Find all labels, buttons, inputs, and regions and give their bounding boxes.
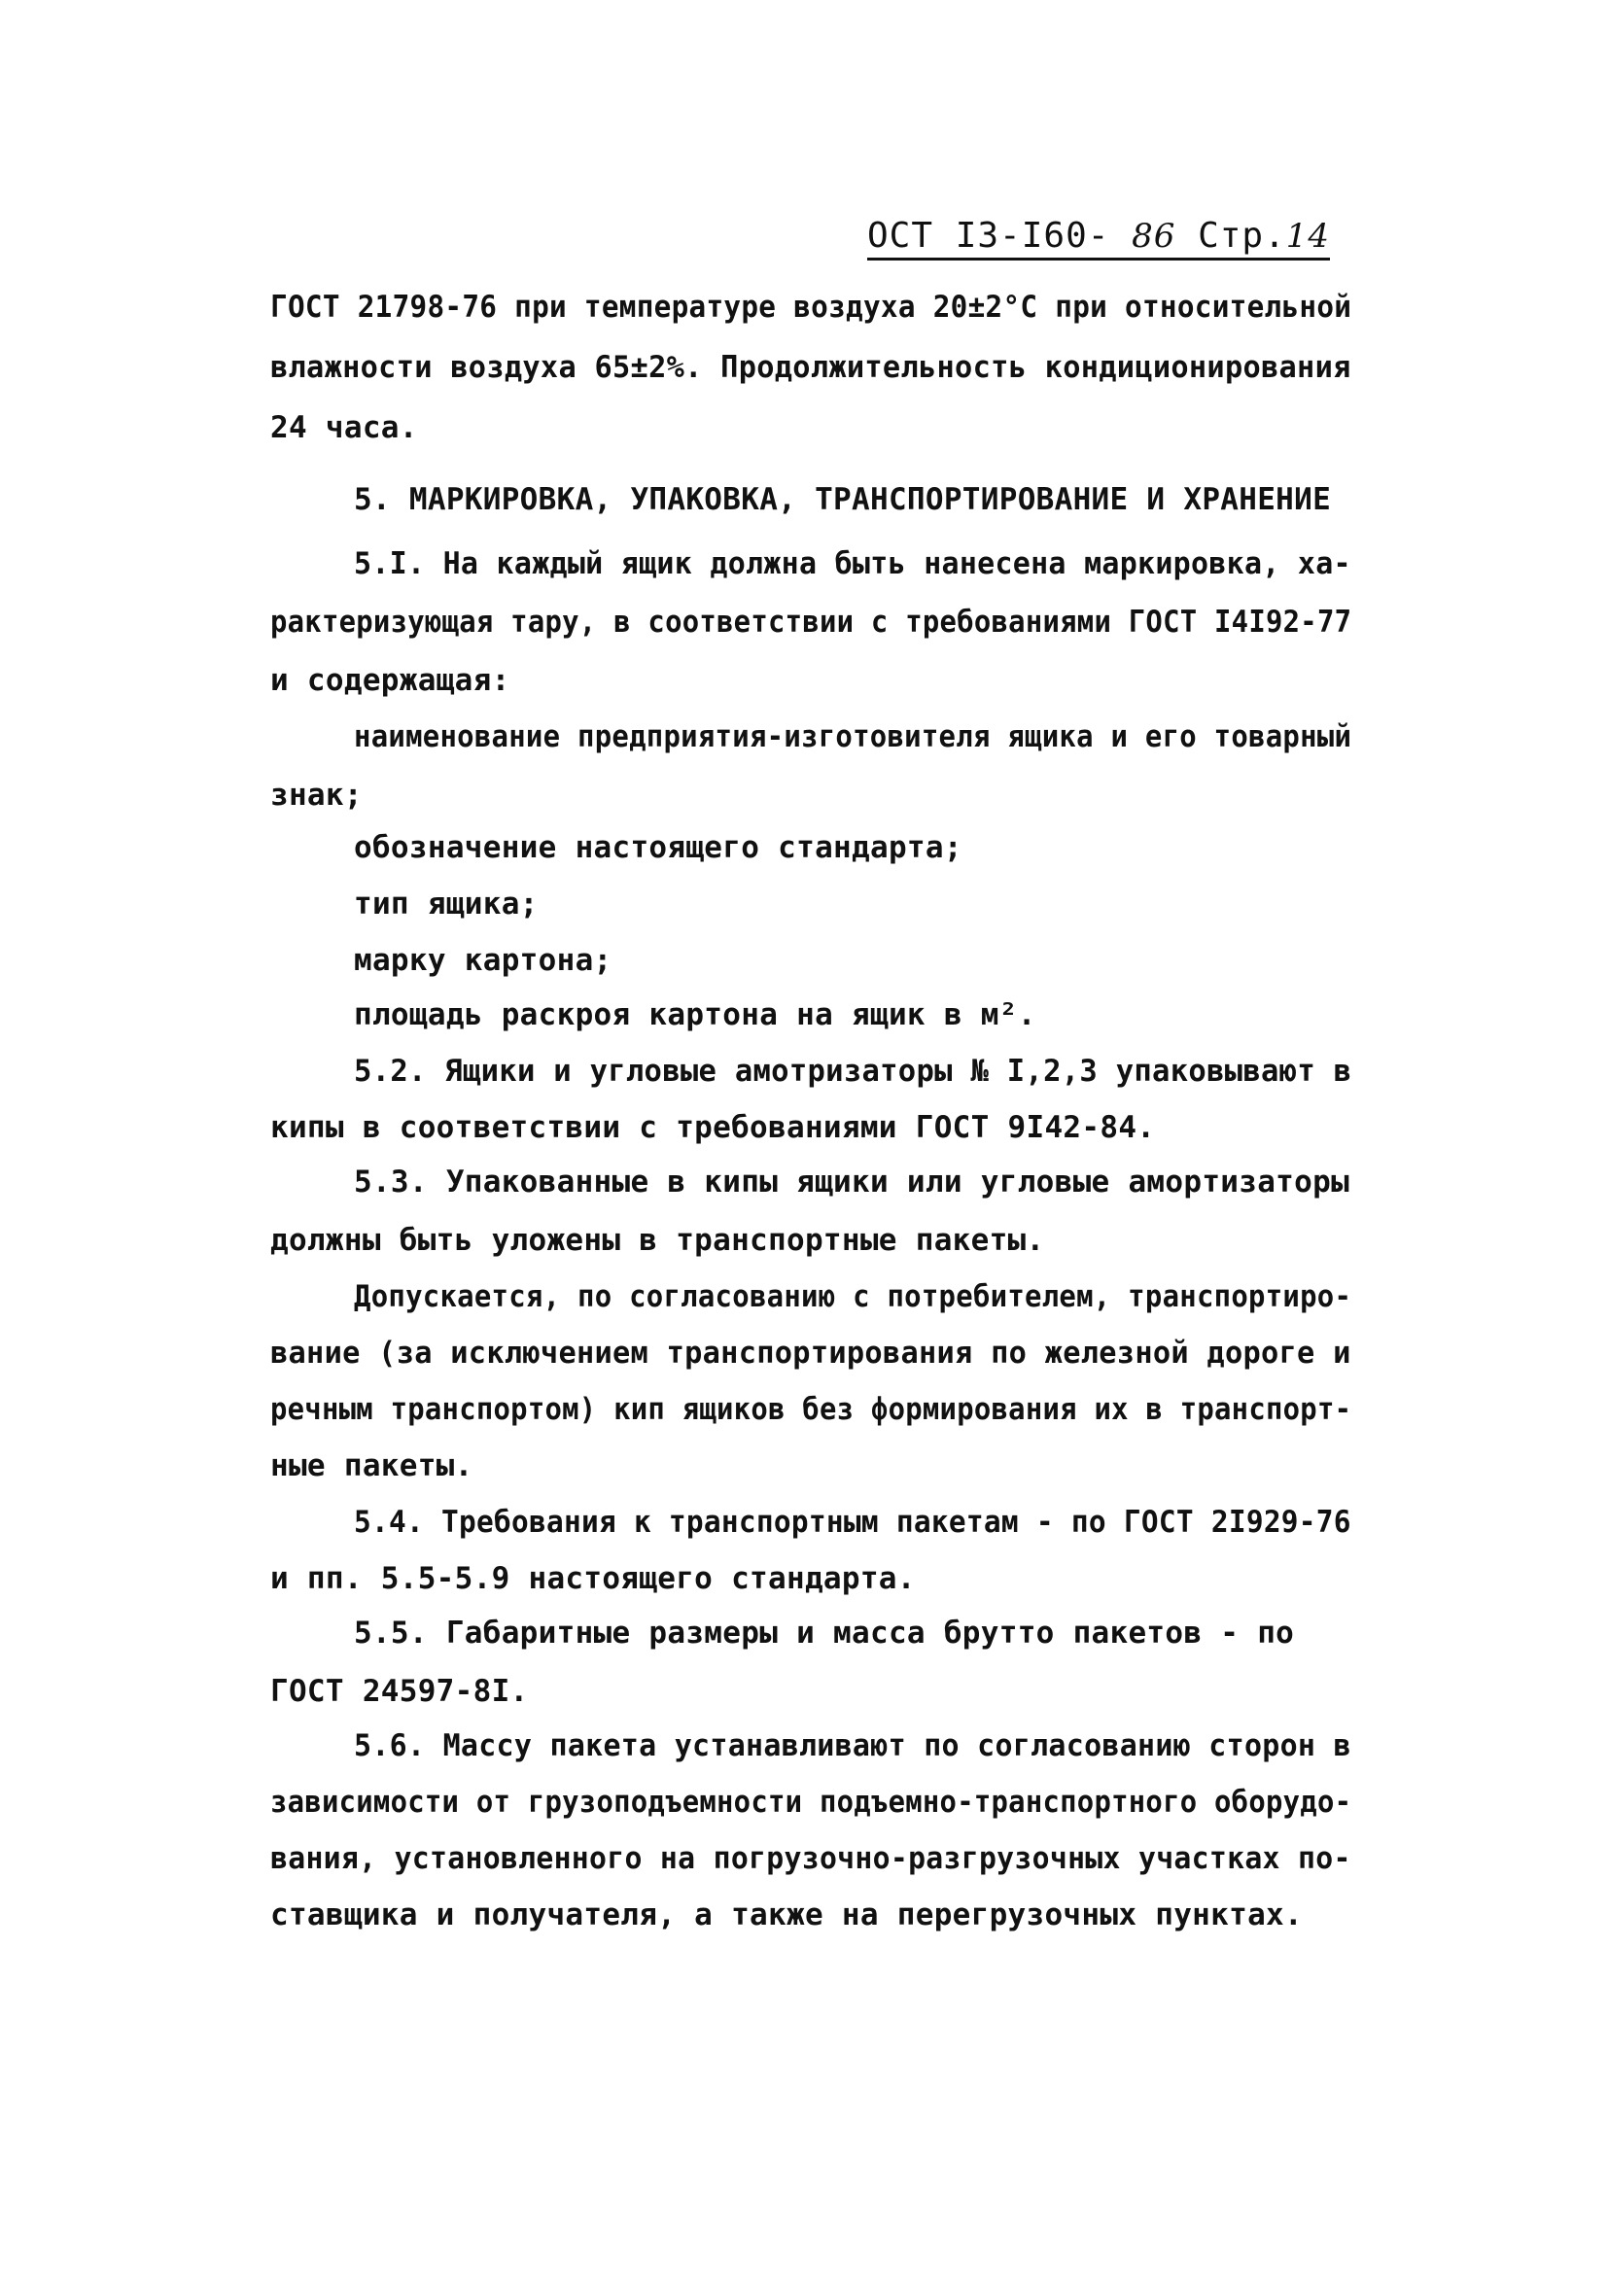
text-line: речным транспортом) кип ящиков без формирования их в транспорт- <box>270 1392 1352 1427</box>
list-item: наименование предприятия-изготовителя ящика и его товарный <box>354 719 1352 754</box>
text-line: вания, установленного на погрузочно-разгрузочных участках по- <box>270 1841 1351 1876</box>
text-line: 5.4. Требования к транспортным пакетам - по ГОСТ 2I929-76 <box>354 1505 1351 1540</box>
page-header <box>867 216 1330 261</box>
text-line: должны быть уложены в транспортные пакеты. <box>270 1223 1045 1258</box>
text-line: вание (за исключением транспортирования по железной дороге и <box>270 1336 1351 1371</box>
text-line: и содержащая: <box>270 663 510 698</box>
text-line: 5.I. На каждый ящик должна быть нанесена маркировка, ха- <box>354 546 1351 581</box>
text-line: Допускается, по согласованию с потребителем, транспортиро- <box>354 1279 1352 1314</box>
text-line: 5.3. Упакованные в кипы ящики или угловые амортизаторы <box>354 1165 1350 1200</box>
text-line: 24 часа. <box>270 410 418 445</box>
text-line: и пп. 5.5-5.9 настоящего стандарта. <box>270 1561 916 1596</box>
page-label: Стр. <box>1198 216 1286 256</box>
text-line: влажности воздуха 65±2%. Продолжительность кондиционирования <box>270 350 1351 385</box>
handwritten-year: 86 <box>1132 217 1176 256</box>
text-line: ставщика и получателя, а также на перегрузочных пунктах. <box>270 1897 1303 1932</box>
text-line: 5.5. Габаритные размеры и масса брутто пакетов - по <box>354 1616 1295 1651</box>
text-line: зависимости от грузоподъемности подъемно-транспортного оборудо- <box>270 1785 1352 1820</box>
text-line: ные пакеты. <box>270 1448 473 1483</box>
text-line: кипы в соответствии с требованиями ГОСТ 9I42-84. <box>270 1110 1156 1145</box>
text-line: ГОСТ 21798-76 при температуре воздуха 20±2°С при относительной <box>270 290 1352 325</box>
text-line: ГОСТ 24597-8I. <box>270 1674 529 1709</box>
list-item: марку картона; <box>354 943 612 978</box>
text-line: рактеризующая тару, в соответствии с требованиями ГОСТ I4I92-77 <box>270 605 1352 640</box>
handwritten-page-number: 14 <box>1285 217 1331 256</box>
section-heading: 5. МАРКИРОВКА, УПАКОВКА, ТРАНСПОРТИРОВАНИЕ И ХРАНЕНИЕ <box>354 482 1332 517</box>
text-line: 5.6. Массу пакета устанавливают по согласованию сторон в <box>354 1728 1351 1763</box>
list-item: площадь раскроя картона на ящик в м². <box>354 997 1036 1032</box>
standard-designation: ОСТ I3-I60- <box>867 216 1110 256</box>
list-item: обозначение настоящего стандарта; <box>354 830 962 865</box>
text-line: 5.2. Ящики и угловые амотризаторы № I,2,3 упаковывают в <box>354 1054 1352 1089</box>
list-item: тип ящика; <box>354 887 539 922</box>
list-item: знак; <box>270 778 363 813</box>
